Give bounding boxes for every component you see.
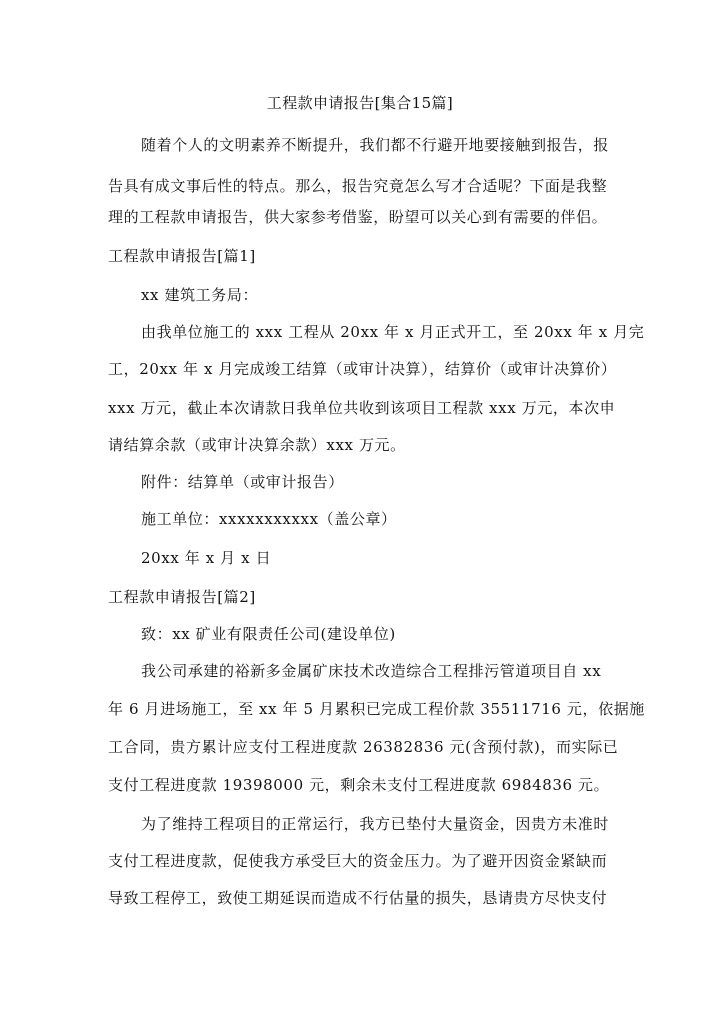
intro-line: 告具有成文事后性的特点。那么，报告究竟怎么写才合适呢？下面是我整 — [108, 177, 608, 195]
date-line: 20xx 年 x 月 x 日 — [141, 549, 272, 567]
intro-line: 理的工程款申请报告，供大家参考借鉴，盼望可以关心到有需要的伴侣。 — [108, 208, 608, 226]
body-line: 由我单位施工的 xxx 工程从 20xx 年 x 月正式开工，至 20xx 年 x 月完 — [141, 323, 645, 341]
body-line: 支付工程进度款，促使我方承受巨大的资金压力。为了避开因资金紧缺而 — [108, 852, 608, 870]
attachment-line: 附件：结算单（或审计报告） — [141, 473, 344, 491]
section-heading: 工程款申请报告[篇2] — [108, 588, 256, 606]
page-title: 工程款申请报告[集合15篇] — [266, 94, 454, 112]
intro-line: 随着个人的文明素养不断提升，我们都不行避开地要接触到报告，报 — [141, 136, 610, 154]
body-line: 工，20xx 年 x 月完成竣工结算（或审计决算），结算价（或审计决算价） — [108, 360, 617, 378]
body-line: 工合同，贵方累计应支付工程进度款 26382836 元(含预付款)，而实际已 — [108, 738, 619, 756]
body-line: 支付工程进度款 19398000 元，剩余未支付工程进度款 6984836 元。 — [108, 776, 610, 794]
section-heading: 工程款申请报告[篇1] — [108, 247, 256, 265]
body-line: 年 6 月进场施工，至 xx 年 5 月累积已完成工程价款 35511716 元，依据施 — [108, 700, 645, 718]
applicant-line: 施工单位：xxxxxxxxxxx（盖公章） — [141, 510, 397, 528]
salutation: xx 建筑工务局： — [141, 286, 259, 304]
body-line: 我公司承建的裕新多金属矿床技术改造综合工程排污管道项目自 xx — [141, 662, 602, 680]
body-line: 请结算余款（或审计决算余款）xxx 万元。 — [108, 436, 406, 454]
body-line: xxx 万元，截止本次请款日我单位共收到该项目工程款 xxx 万元，本次申 — [108, 399, 616, 417]
body-line: 为了维持工程项目的正常运行，我方已垫付大量资金，因贵方未准时 — [141, 815, 610, 833]
body-line: 导致工程停工，致使工期延误而造成不行估量的损失，恳请贵方尽快支付 — [108, 889, 608, 907]
salutation: 致：xx 矿业有限责任公司(建设单位) — [141, 625, 396, 643]
